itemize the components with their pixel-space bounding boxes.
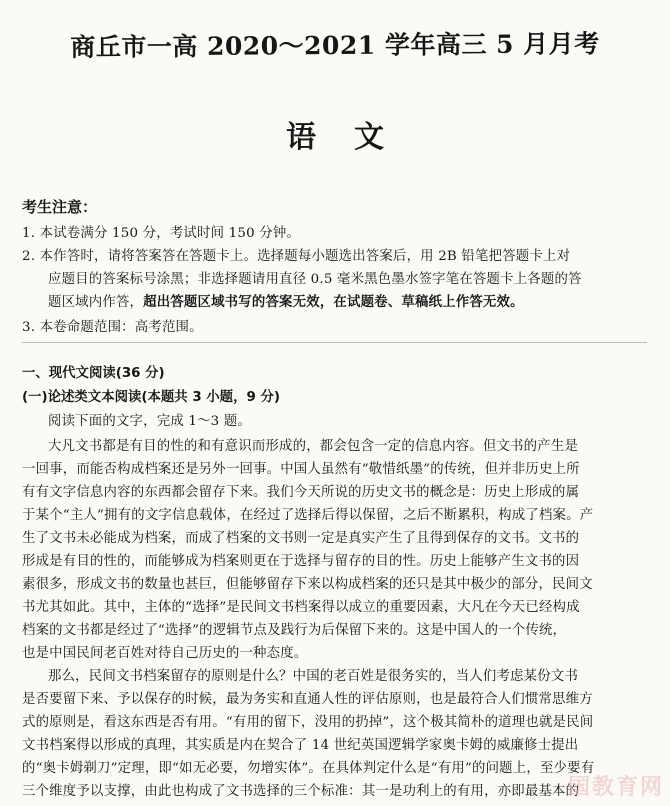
section-heading: 一、现代文阅读(36 分) bbox=[22, 366, 165, 381]
passage-line: 三个维度予以支撑，由此也构成了文书选择的三个标准：其一是功利上的有用，亦即最基本的 bbox=[22, 784, 580, 799]
notice-item-2-end bbox=[48, 291, 524, 310]
passage-line: 有有文字信息内容的东西都会留存下来。我们今天所说的历史文书的概念是：历史上形成的属 bbox=[22, 485, 580, 500]
passage-line: 是否要留下来、予以保存的时候，最为务实和直通人性的评估原则，也是最符合人们惯常思维方 bbox=[22, 692, 593, 707]
notice-item-2-tail: 题区域内作答， bbox=[48, 295, 144, 310]
passage-line: 于某个“主人”拥有的文字信息载体，在经过了选择后得以保留，之后不断累积，构成了档案。产 bbox=[22, 508, 594, 523]
notice-bold-warning: 超出答题区域书写的答案无效，在试题卷、草稿纸上作答无效。 bbox=[143, 295, 524, 310]
passage-line: 文书档案得以形成的真理，其实质是内在契合了 14 世纪英国逻辑学家奥卡姆的威廉修士提出 bbox=[22, 738, 579, 753]
instruction: 阅读下面的文字，完成 1～3 题。 bbox=[48, 414, 252, 429]
passage-line: 档案的文书都是经过了“选择”的逻辑节点及践行为后保留下来的。这是中国人的一个传统， bbox=[22, 623, 567, 638]
passage-line: 素很多，形成文书的数量也甚巨，但能够留存下来以构成档案的还只是其中极少的部分，民间文 bbox=[22, 577, 593, 592]
passage-line: 一回事，而能否构成档案还是另外一回事。中国人虽然有“敬惜纸墨”的传统，但并非历史上所 bbox=[22, 462, 580, 477]
notice-title: 考生注意： bbox=[22, 198, 98, 216]
passage-line: 那么，民间文书档案留存的原则是什么？中国的老百姓是很务实的，当人们考虑某份文书 bbox=[48, 669, 579, 684]
notice-item-2-cont: 应题目的答案标号涂黑；非选择题请用直径 0.5 毫米黑色墨水签字笔在答题卡上各题的答 bbox=[48, 272, 582, 287]
passage-line: 也是中国民间老百姓对待自己历史的一种态度。 bbox=[22, 646, 308, 661]
passage-line: 式的原则是，看这东西是否有用。“有用的留下，没用的扔掉”，这个极其简朴的道理也就是民间 bbox=[22, 715, 594, 730]
passage-line: 大凡文书都是有目的性的和有意识而形成的，都会包含一定的信息内容。但文书的产生是 bbox=[48, 439, 579, 454]
passage-line: 的“奥卡姆剃刀”定理，即“如无必要，勿增实体”。在具体判定什么是“有用”的问题上，至少要有 bbox=[22, 761, 595, 776]
exam-title: 商丘市一高 2020～2021 学年高三 5 月月考 bbox=[70, 29, 600, 62]
passage-line: 书尤其如此。其中，主体的“选择”是民间文书档案得以成立的重要因素，大凡在今天已经构成 bbox=[22, 600, 580, 615]
watermark: 国教育网 bbox=[567, 775, 664, 800]
passage-line: 生了文书未必能成为档案，而成了档案的文书则一定是真实产生了且得到保存的文书。文书的 bbox=[22, 531, 580, 546]
notice-item-3: 3. 本卷命题范围：高考范围。 bbox=[22, 320, 203, 335]
sub-heading: (一)论述类文本阅读(本题共 3 小题，9 分) bbox=[22, 390, 280, 405]
notice-item-2: 2. 本作答时，请将答案答在答题卡上。选择题每小题选出答案后，用 2B 铅笔把答题卡上对 bbox=[22, 249, 571, 264]
passage-line: 形成是有目的性的，而能够成为档案则更在于选择与留存的目的性。历史上能够产生文书的因 bbox=[22, 554, 580, 569]
divider bbox=[22, 342, 647, 343]
notice-item-1: 1. 本试卷满分 150 分，考试时间 150 分钟。 bbox=[22, 226, 301, 241]
subject-title: 语文 bbox=[286, 120, 422, 155]
